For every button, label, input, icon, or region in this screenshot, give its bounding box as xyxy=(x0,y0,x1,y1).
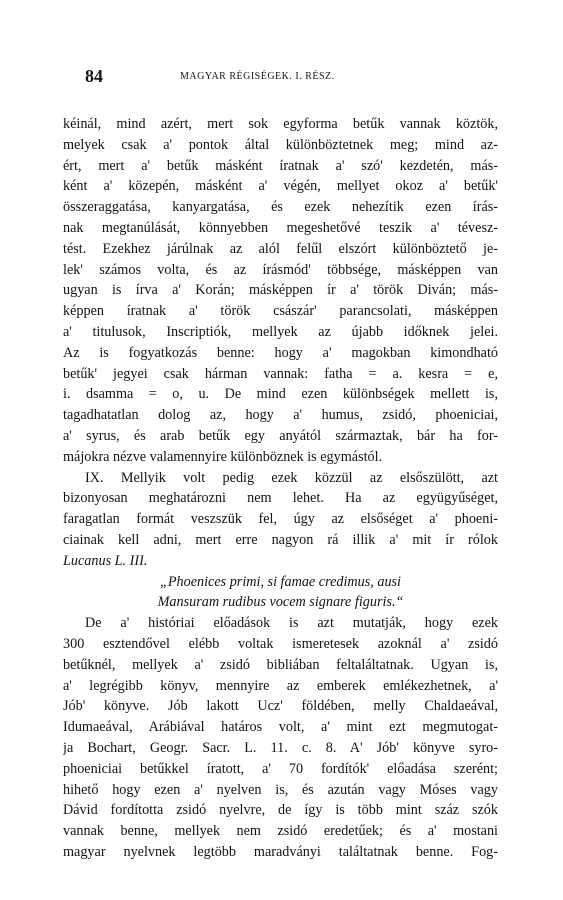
text-line: lek' számos volta, és az írásmód' többsége, másképpen van xyxy=(63,261,498,278)
page-header xyxy=(85,66,480,86)
text-line: Lucanus L. III. xyxy=(63,552,148,569)
text-line: ja Bochart, Geogr. Sacr. L. 11. c. 8. A' Jób' könyve syro- xyxy=(63,739,498,756)
text-line: ként a' közepén, másként a' végén, mellyet okoz a' betűk' xyxy=(63,178,498,195)
text-line: Jób' könyve. Jób lakott Ucz' földében, melly Chaldaeával, xyxy=(63,698,498,715)
text-line: IX. Mellyik volt pedig ezek közzül az elsőszülött, azt xyxy=(85,469,498,486)
page-number: 84 xyxy=(85,66,103,86)
text-line: kéinál, mind azért, mert sok egyforma betűk vannak köztök, xyxy=(63,116,498,132)
text-line: hihető hogy ezen a' nyelven is, és azután vagy Móses vagy xyxy=(63,781,498,798)
text-line: 300 esztendővel elébb voltak ismeretesek azoknál a' zsidó xyxy=(63,635,498,652)
text-line: faragatlan formát veszszük fel, úgy az elsőséget a' phoeni- xyxy=(63,511,498,528)
text-line: a' titulusok, Inscriptiók, mellyek az újabb időknek jelei. xyxy=(63,323,498,340)
text-line: Idumaeával, Arábiával határos volt, a' mint ezt megmutogat- xyxy=(63,719,498,736)
text-line: phoeniciai betűkkel íratott, a' 70 fordítók' előadása szerént; xyxy=(63,760,498,777)
text-line: vannak benne, mellyek nem zsidó eredetűek; és a' mostani xyxy=(63,823,498,840)
text-line: összeraggatása, kanyargatása, és ezek nehezítik ezen írás- xyxy=(63,199,498,216)
text-line: ért, mert a' betűk másként íratnak a' szó' kezdetén, más- xyxy=(63,157,498,174)
text-line: tést. Ezekhez járúlnak az alól felűl elszórt különböztető je- xyxy=(63,240,498,257)
quote-line: „Phoenices primi, si famae credimus, ausi xyxy=(159,573,402,590)
running-head: MAGYAR RÉGISÉGEK. I. RÉSZ. xyxy=(180,71,335,82)
text-line: melyek csak a' pontok által különböztetnek meg; mind az- xyxy=(63,136,498,153)
text-line: májokra nézve valamennyire különböznek is egymástól. xyxy=(63,448,383,465)
text-line: Dávid fordította zsidó nyelvre, de így is több mint száz szók xyxy=(63,802,498,819)
text-line: bizonyosan meghatározni nem lehet. Ha az együgyűséget, xyxy=(63,490,498,507)
text-line: képpen íratnak a' török császár' parancsolati, másképpen xyxy=(63,303,498,320)
text-line: i. dsamma = o, u. De mind ezen különbségek mellett is, xyxy=(63,386,498,403)
text-line: ugyan is írva a' Korán; másképpen ír a' török Diván; más- xyxy=(63,282,498,299)
text-line: De a' históriai előadások is azt mutatják, hogy ezek xyxy=(85,615,498,632)
text-line: a' syrus, és arab betűk egy anyától származtak, bár ha for- xyxy=(63,427,498,444)
text-line: tagadhatatlan dolog az, hogy a' humus, zsidó, phoeniciai, xyxy=(63,407,498,424)
text-line: magyar nyelvnek legtöbb maradványi találtatnak benne. Fog- xyxy=(63,843,498,860)
text-line: a' legrégibb könyv, mennyire az emberek emlékezhetnek, a' xyxy=(63,677,498,694)
text-line: Az is fogyatkozás benne: hogy a' magokban kimondható xyxy=(63,344,498,361)
text-line: ciainak kell adni, mert erre nagyon rá illik a' mit ír rólok xyxy=(63,531,498,548)
text-line: betűknél, mellyek a' zsidó bibliában feltaláltatnak. Ugyan is, xyxy=(63,656,498,673)
text-line: nak megtanúlását, könnyebben megeshetővé teszik a' tévesz- xyxy=(63,219,498,236)
text-line: betűk' jegyei csak hárman vannak: fatha = a. kesra = e, xyxy=(63,365,498,382)
body-text xyxy=(63,114,498,863)
quote-line: Mansuram rudibus vocem signare figuris.“ xyxy=(157,594,404,611)
